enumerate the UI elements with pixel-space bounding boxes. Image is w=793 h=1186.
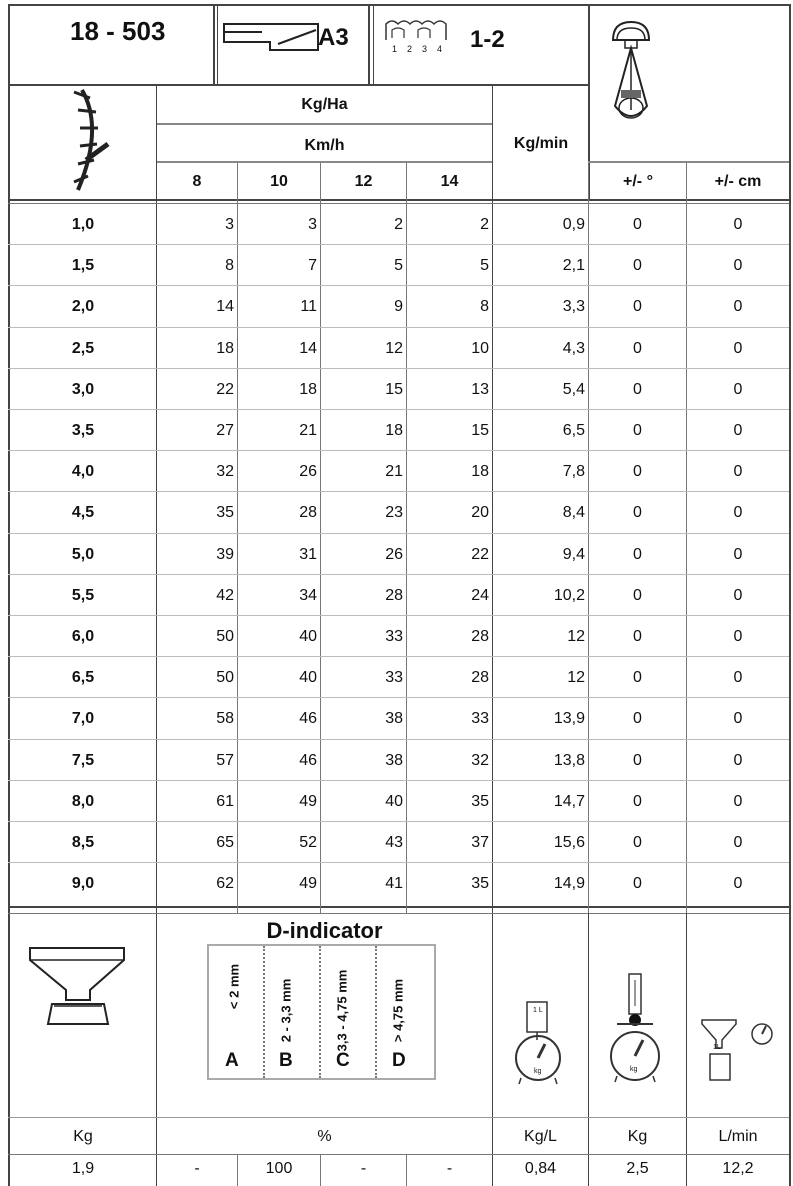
rate-12kmh: 26 — [385, 545, 403, 563]
row-angle: 0 — [633, 586, 642, 604]
row-cm: 0 — [733, 628, 743, 645]
row-kg-min: 2,1 — [562, 257, 585, 275]
rate-10kmh: 21 — [299, 422, 317, 439]
row-kg-min: 7,8 — [562, 463, 585, 481]
rate-10kmh: 49 — [299, 792, 317, 810]
rate-8kmh: 35 — [216, 504, 234, 522]
units-top-line — [8, 1117, 789, 1118]
shutter-icon — [222, 18, 322, 68]
rate-14kmh: 22 — [471, 545, 489, 563]
row-rule — [8, 244, 789, 245]
row-cm: 0 — [733, 834, 743, 851]
row-angle: 0 — [633, 422, 642, 439]
row-kg-min: 5,4 — [562, 380, 585, 398]
rate-14kmh: 35 — [471, 875, 489, 893]
rate-12kmh: 43 — [385, 834, 403, 851]
row-cm: 0 — [733, 751, 743, 769]
rate-10kmh: 3 — [308, 216, 317, 233]
row-setting: 2,0 — [71, 298, 95, 316]
rate-8kmh: 39 — [216, 545, 234, 563]
row-setting: 3,0 — [71, 380, 95, 398]
row-setting: 2,5 — [71, 339, 95, 357]
d-letter-b: B — [279, 1050, 293, 1071]
rate-14kmh: 35 — [471, 792, 489, 810]
row-cm: 0 — [733, 669, 743, 687]
shutter-label: A3 — [318, 24, 349, 51]
rate-12kmh: 38 — [385, 710, 403, 728]
rate-14kmh: 15 — [471, 422, 489, 439]
vane-scale — [392, 44, 452, 54]
rate-10kmh: 14 — [299, 339, 317, 357]
header-bottom-line — [8, 84, 588, 86]
group-line-1 — [157, 123, 492, 125]
row-cm: 0 — [733, 257, 743, 275]
rate-8kmh: 18 — [216, 339, 234, 357]
rate-14kmh: 2 — [480, 216, 489, 233]
row-setting: 7,0 — [71, 710, 95, 728]
row-rule — [8, 862, 789, 863]
rate-10kmh: 40 — [299, 669, 317, 687]
row-angle: 0 — [633, 792, 642, 810]
row-kg-min: 14,9 — [553, 875, 585, 893]
row-setting: 6,5 — [71, 669, 95, 687]
rate-8kmh: 61 — [216, 792, 234, 810]
header-divider-2 — [368, 4, 370, 84]
row-cm: 0 — [733, 380, 743, 398]
rate-8kmh: 27 — [216, 422, 234, 439]
row-cm: 0 — [733, 422, 743, 439]
header-bottom-rule-2 — [8, 203, 789, 204]
row-kg-min: 14,7 — [553, 792, 585, 810]
row-kg-min: 4,3 — [562, 339, 585, 357]
unit-kg: Kg — [73, 1128, 93, 1145]
group-line-2 — [157, 161, 492, 163]
d-letter-a: A — [225, 1050, 239, 1071]
rate-10kmh: 28 — [299, 504, 317, 522]
rate-8kmh: 3 — [225, 216, 234, 233]
value-kg: 1,9 — [71, 1160, 95, 1177]
rate-12kmh: 9 — [394, 298, 403, 316]
d-size-d: > 4,75 mm — [390, 978, 406, 1043]
table-bottom-rule-2 — [8, 913, 789, 914]
density-kg-label: kg — [534, 1068, 542, 1075]
rate-12kmh: 41 — [385, 875, 403, 893]
rate-10kmh: 46 — [299, 710, 317, 728]
rate-14kmh: 28 — [471, 628, 489, 645]
d-size-c: 3,3 - 4,75 mm — [334, 969, 350, 1052]
row-cm: 0 — [733, 875, 743, 893]
rate-10kmh: 40 — [299, 628, 317, 645]
row-angle: 0 — [633, 875, 642, 893]
d-size-a: < 2 mm — [226, 963, 242, 1010]
row-kg-min: 12 — [567, 669, 585, 687]
col-angle: +/- ° — [623, 173, 653, 190]
row-setting: 5,0 — [71, 545, 95, 563]
rate-10kmh: 49 — [299, 875, 317, 893]
header-divider-1 — [213, 4, 215, 84]
row-angle: 0 — [633, 216, 642, 233]
row-setting: 6,0 — [71, 628, 95, 645]
header-divider-2b — [373, 4, 374, 84]
speed-header-10: 10 — [270, 173, 288, 190]
row-setting: 9,0 — [71, 875, 95, 893]
row-kg-min: 13,9 — [553, 710, 585, 728]
vane-scale-4: 4 — [437, 44, 453, 54]
rate-8kmh: 32 — [216, 463, 234, 481]
value-a: - — [194, 1160, 200, 1177]
rate-10kmh: 26 — [299, 463, 317, 481]
row-angle: 0 — [633, 669, 642, 687]
row-angle: 0 — [633, 628, 642, 645]
row-angle: 0 — [633, 504, 642, 522]
row-rule — [8, 491, 789, 492]
rate-14kmh: 10 — [471, 339, 489, 357]
row-rule — [8, 574, 789, 575]
row-kg-min: 8,4 — [562, 504, 585, 522]
col-kg-min: Kg/min — [513, 135, 569, 152]
rate-10kmh: 46 — [299, 751, 317, 769]
vane-scale-3: 3 — [422, 44, 438, 54]
rate-10kmh: 52 — [299, 834, 317, 851]
row-cm: 0 — [733, 792, 743, 810]
row-rule — [8, 697, 789, 698]
value-l-min: 12,2 — [722, 1160, 754, 1177]
row-rule — [8, 656, 789, 657]
row-rule — [8, 533, 789, 534]
rate-14kmh: 18 — [471, 463, 489, 481]
value-c: - — [360, 1160, 367, 1177]
group-km-h: Km/h — [304, 137, 345, 154]
vane-setting: 1-2 — [470, 26, 505, 53]
row-kg-min: 12 — [567, 628, 585, 645]
row-cm: 0 — [733, 504, 743, 522]
row-angle: 0 — [633, 298, 642, 316]
row-cm: 0 — [733, 339, 743, 357]
rate-8kmh: 42 — [216, 586, 234, 604]
spreader-angle-icon — [52, 88, 122, 198]
row-setting: 5,5 — [71, 586, 95, 604]
row-angle: 0 — [633, 463, 642, 481]
rate-12kmh: 15 — [385, 380, 403, 398]
row-rule — [8, 409, 789, 410]
header-bottom-rule — [8, 199, 789, 201]
value-kg-l: 0,84 — [524, 1160, 557, 1177]
d-letter-d: D — [392, 1050, 406, 1071]
rate-10kmh: 18 — [299, 380, 317, 398]
weigh-kg-label: kg — [630, 1066, 638, 1073]
weigh-scale-icon — [603, 972, 675, 1084]
rate-12kmh: 33 — [385, 669, 403, 687]
units-bottom-line — [8, 1154, 789, 1155]
rate-8kmh: 57 — [216, 751, 234, 769]
d-indicator-sep-3 — [375, 946, 377, 1078]
row-cm: 0 — [733, 298, 743, 316]
vane-scale-2: 2 — [407, 44, 423, 54]
border-right — [789, 4, 791, 1186]
border-top — [8, 4, 791, 6]
row-setting: 1,0 — [71, 216, 95, 233]
row-cm: 0 — [733, 545, 743, 563]
row-cm: 0 — [733, 586, 743, 604]
col-cm: +/- cm — [714, 173, 762, 190]
row-kg-min: 15,6 — [553, 834, 585, 851]
rate-12kmh: 40 — [385, 792, 403, 810]
rate-14kmh: 33 — [471, 710, 489, 728]
rate-14kmh: 28 — [471, 669, 489, 687]
row-angle: 0 — [633, 380, 642, 398]
rate-12kmh: 23 — [385, 504, 403, 522]
unit-l-min: L/min — [718, 1128, 758, 1145]
row-rule — [8, 739, 789, 740]
row-kg-min: 9,4 — [562, 545, 585, 563]
rate-12kmh: 5 — [394, 257, 403, 275]
row-setting: 8,5 — [71, 834, 95, 851]
row-rule — [8, 327, 789, 328]
rate-10kmh: 7 — [308, 257, 317, 275]
row-cm: 0 — [733, 216, 743, 233]
rate-8kmh: 50 — [216, 669, 234, 687]
row-rule — [8, 285, 789, 286]
unit-kg-2: Kg — [627, 1128, 648, 1145]
rate-8kmh: 50 — [216, 628, 234, 645]
d-size-b: 2 - 3,3 mm — [278, 978, 294, 1043]
rate-10kmh: 34 — [299, 586, 317, 604]
rate-12kmh: 12 — [385, 339, 403, 357]
rate-14kmh: 24 — [471, 586, 489, 604]
rate-14kmh: 5 — [480, 257, 489, 275]
row-rule — [8, 450, 789, 451]
rate-8kmh: 8 — [225, 257, 234, 275]
product-code: 18 - 503 — [70, 16, 166, 46]
disc-icon — [607, 18, 657, 138]
row-kg-min: 3,3 — [562, 298, 585, 316]
unit-kg-l: Kg/L — [524, 1128, 557, 1145]
row-setting: 1,5 — [71, 257, 95, 275]
rate-10kmh: 11 — [300, 298, 317, 316]
rate-14kmh: 37 — [471, 834, 489, 851]
rate-14kmh: 13 — [471, 380, 489, 398]
rate-8kmh: 65 — [216, 834, 234, 851]
rate-12kmh: 18 — [385, 422, 403, 439]
rate-10kmh: 31 — [299, 545, 317, 563]
rate-12kmh: 21 — [385, 463, 403, 481]
row-setting: 4,0 — [71, 463, 95, 481]
row-cm: 0 — [733, 463, 743, 481]
rate-12kmh: 2 — [394, 216, 403, 233]
flow-test-icon — [700, 1018, 784, 1098]
rate-8kmh: 62 — [216, 875, 234, 893]
row-setting: 4,5 — [71, 504, 95, 522]
row-angle: 0 — [633, 545, 642, 563]
row-setting: 8,0 — [71, 792, 95, 810]
row-setting: 7,5 — [71, 751, 95, 769]
hopper-icon — [28, 946, 128, 1026]
row-rule — [8, 821, 789, 822]
value-d: - — [446, 1160, 453, 1177]
speed-header-14: 14 — [440, 173, 459, 190]
row-angle: 0 — [633, 834, 642, 851]
rate-8kmh: 58 — [216, 710, 234, 728]
row-cm: 0 — [733, 710, 743, 728]
rate-12kmh: 33 — [385, 628, 403, 645]
rate-8kmh: 22 — [216, 380, 234, 398]
row-kg-min: 10,2 — [553, 586, 585, 604]
row-kg-min: 0,9 — [562, 216, 585, 233]
row-angle: 0 — [633, 710, 642, 728]
rate-12kmh: 38 — [385, 751, 403, 769]
unit-pct: % — [317, 1128, 332, 1145]
speed-header-12: 12 — [354, 173, 373, 190]
value-b: 100 — [265, 1160, 293, 1177]
header-divider-1b — [217, 4, 218, 84]
row-angle: 0 — [633, 257, 642, 275]
row-rule — [8, 780, 789, 781]
rate-8kmh: 14 — [216, 298, 234, 316]
speed-header-8: 8 — [192, 173, 202, 190]
row-rule — [8, 615, 789, 616]
table-bottom-rule — [8, 906, 789, 908]
vane-scale-1: 1 — [392, 44, 408, 54]
cup-label: 1 L — [533, 1007, 543, 1014]
rate-14kmh: 32 — [471, 751, 489, 769]
rate-14kmh: 20 — [471, 504, 489, 522]
group-kg-ha: Kg/Ha — [301, 96, 348, 113]
rate-14kmh: 8 — [480, 298, 489, 316]
rate-12kmh: 28 — [385, 586, 403, 604]
row-angle: 0 — [633, 339, 642, 357]
flow-label: 1L — [713, 1044, 721, 1051]
d-indicator-sep-2 — [319, 946, 321, 1078]
right-header-line — [588, 161, 789, 163]
row-kg-min: 13,8 — [553, 751, 585, 769]
d-indicator-sep-1 — [263, 946, 265, 1078]
row-setting: 3,5 — [71, 422, 95, 439]
d-indicator-title: D-indicator — [266, 918, 383, 943]
d-letter-c: C — [336, 1050, 350, 1071]
row-angle: 0 — [633, 751, 642, 769]
row-rule — [8, 368, 789, 369]
row-kg-min: 6,5 — [562, 422, 585, 439]
value-kg-2: 2,5 — [626, 1160, 649, 1177]
